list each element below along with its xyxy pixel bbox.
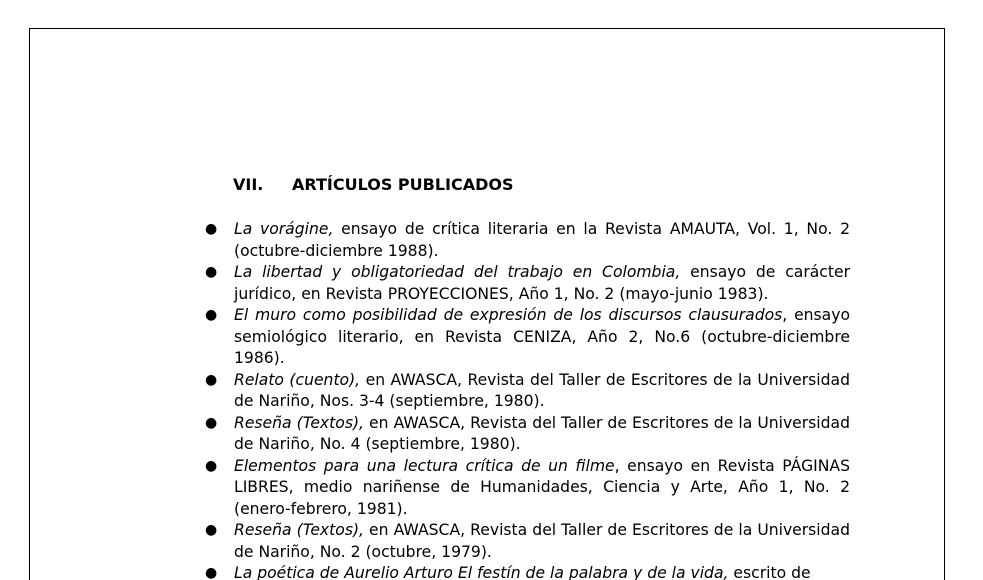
bullet-icon: ● [205,414,218,431]
bullet-icon: ● [205,264,218,280]
article-details: en AWASCA, Revista del Taller de Escritores de la Universidad de Nariño, Nos. 3-4 (septiembre, 1980). [234,370,850,410]
article-title: La poética de Aurelio Arturo El festín de la palabra y de la vida, [234,564,729,580]
list-item [205,262,850,305]
list-item [205,305,850,370]
list-item [205,413,850,456]
bullet-icon: ● [205,221,218,237]
document-page [29,28,945,580]
list-item [205,370,850,413]
bullet-icon: ● [205,522,218,538]
list-item [205,563,850,580]
section-number: VII. [233,175,264,194]
bullet-icon: ● [205,565,218,580]
article-details: en AWASCA, Revista del Taller de Escritores de la Universidad de Nariño, No. 2 (octubre, 1979). [234,521,850,561]
bullet-icon: ● [205,457,218,474]
article-details: escrito de [728,564,811,580]
article-details: , ensayo en Revista PÁGINAS LIBRES, medio nariñense de Humanidades, Ciencia y Arte, Año 1, No. 2 (enero-febrero, 1981). [234,456,850,518]
section-title: ARTÍCULOS PUBLICADOS [292,175,514,194]
article-details: en AWASCA, Revista del Taller de Escritores de la Universidad de Nariño, No. 4 (septiembre, 1980). [234,413,850,453]
article-title: La libertad y obligatoriedad del trabajo en Colombia, [234,263,681,281]
article-title: El muro como posibilidad de expresión de los discursos clausurados [234,306,783,324]
article-title: Reseña (Textos), [234,413,364,432]
list-item [205,219,850,262]
article-title: Elementos para una lectura crítica de un filme [234,456,615,475]
article-title: Reseña (Textos), [234,521,364,539]
bullet-icon: ● [205,307,218,323]
article-details: ensayo de crítica literaria en la Revista AMAUTA, Vol. 1, No. 2 (octubre-diciembre 1988). [234,220,850,260]
article-details: , ensayo semiológico literario, en Revista CENIZA, Año 2, No.6 (octubre-diciembre 1986). [234,306,850,367]
section-heading [233,175,514,194]
article-title: La vorágine, [234,220,334,238]
list-item [205,520,850,563]
bullet-icon: ● [205,371,218,388]
article-details: ensayo de carácter jurídico, en Revista PROYECCIONES, Año 1, No. 2 (mayo-junio 1983). [234,263,851,303]
list-item [205,456,850,521]
article-title: Relato (cuento), [234,370,361,389]
articles-list [205,219,850,580]
